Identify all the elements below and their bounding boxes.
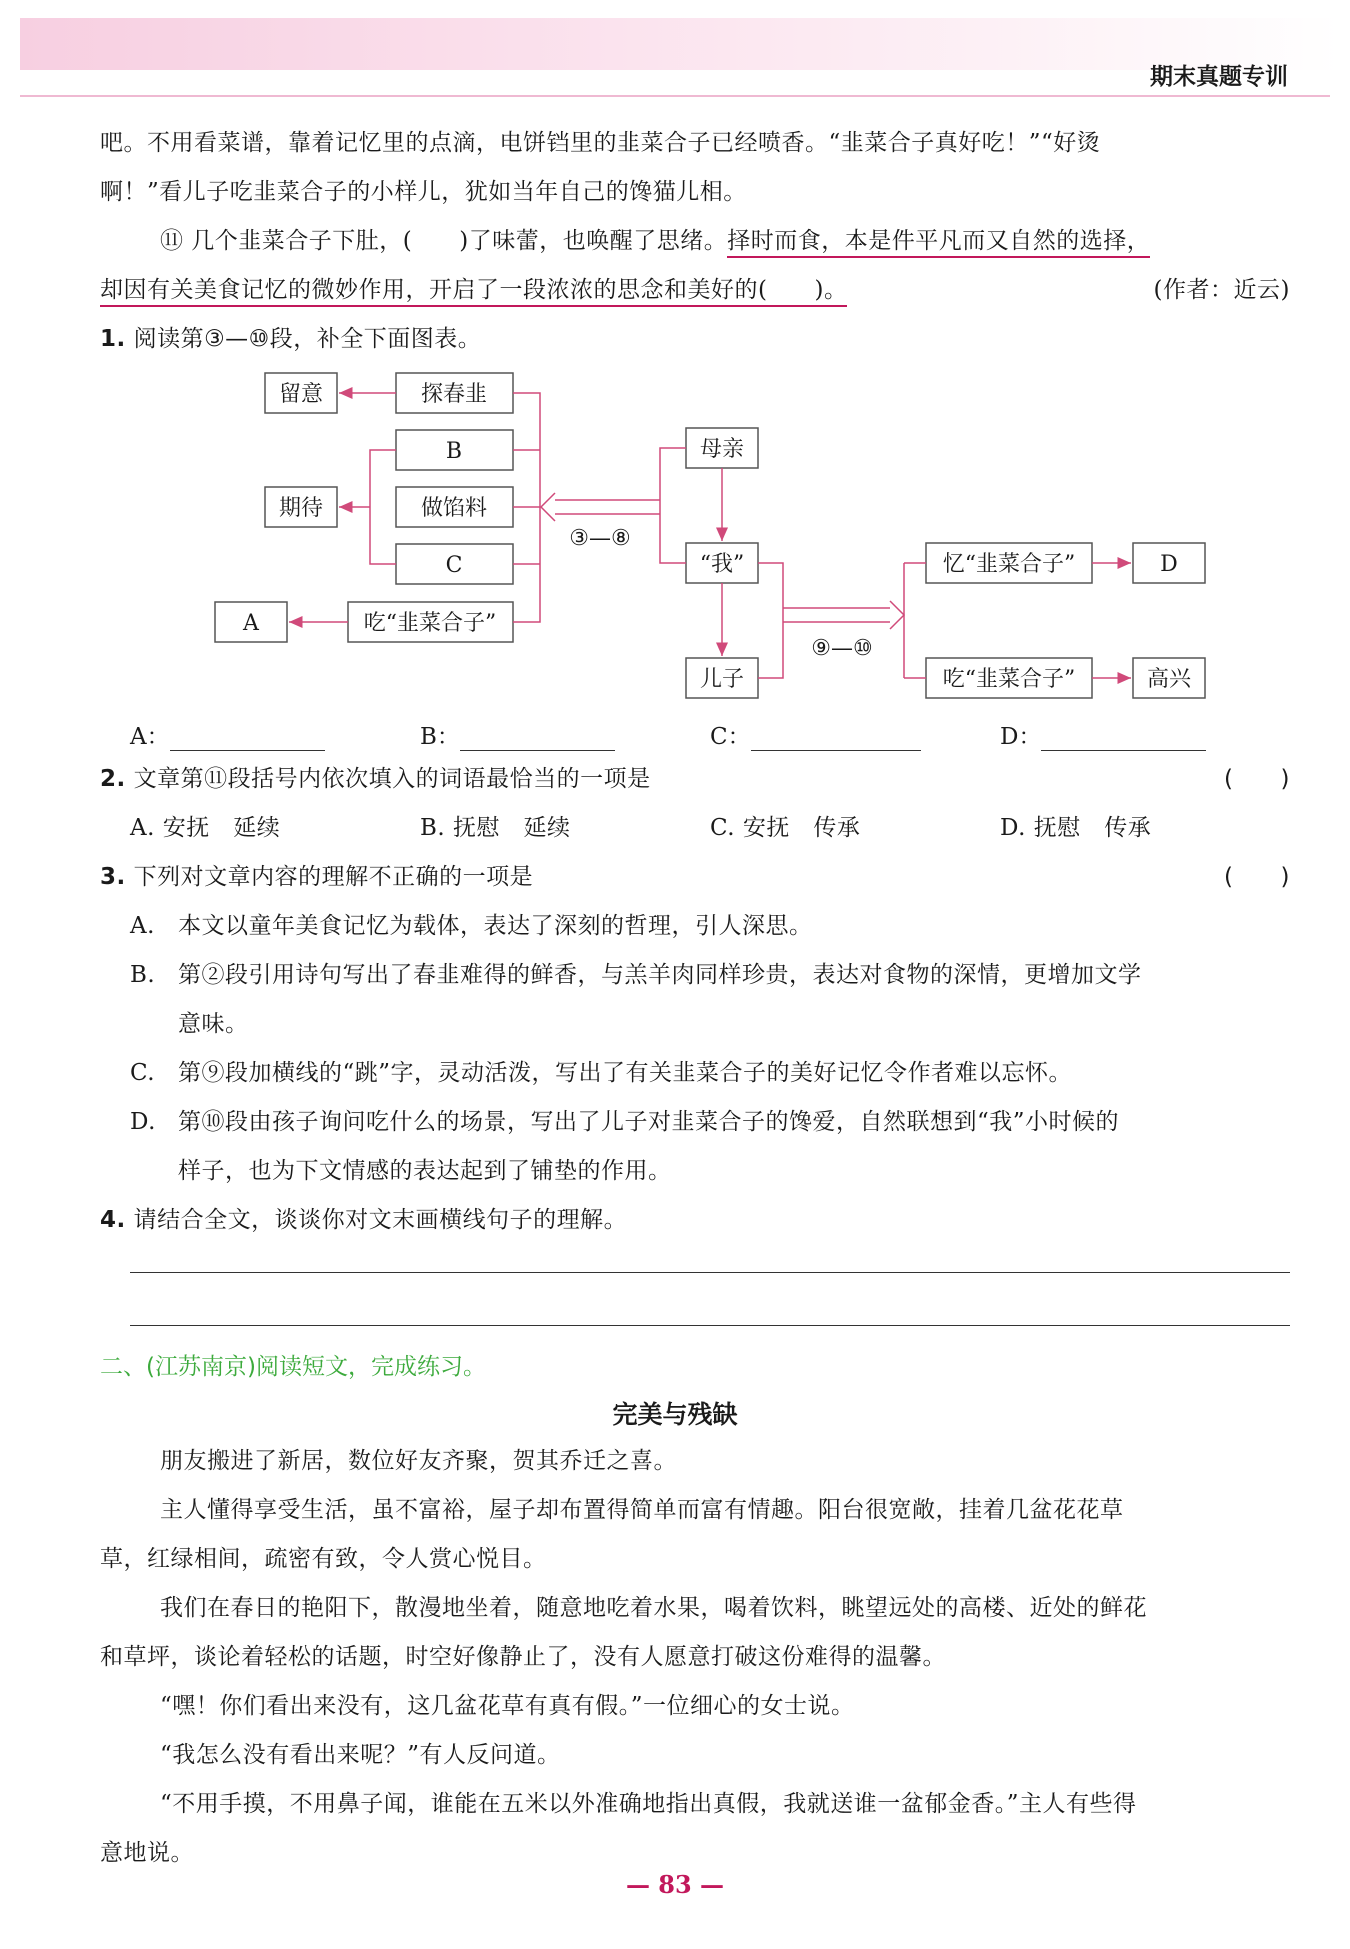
author-note: (作者：近云) [1153, 277, 1290, 303]
label-range1: ③—⑧ [569, 526, 631, 551]
underlined-sentence: 择时而食，本是件平凡而又自然的选择， [727, 228, 1150, 258]
passage-line: 吧。不用看菜谱，靠着记忆里的点滴，电饼铛里的韭菜合子已经喷香。“韭菜合子真好吃！”“好烫 [100, 130, 1101, 156]
passage2-line: “嘿！你们看出来没有，这几盆花草有真有假。”一位细心的女士说。 [160, 1693, 855, 1719]
label-chi2: 吃“韭菜合子” [942, 667, 1076, 692]
article-title: 完美与残缺 [612, 1400, 738, 1429]
option-letter: B. [130, 962, 156, 988]
question-4 [100, 1205, 1290, 1235]
option-d-text: 样子，也为下文情感的表达起到了铺垫的作用。 [178, 1158, 672, 1184]
answer-line[interactable] [130, 1272, 1290, 1273]
passage2-line: “我怎么没有看出来呢？”有人反问道。 [160, 1742, 561, 1768]
question-stem: 下列对文章内容的理解不正确的一项是 [133, 864, 534, 890]
option-a[interactable]: A. 安抚 延续 [130, 815, 281, 841]
question-3 [100, 862, 1290, 892]
option-d-text: 第⑩段由孩子询问吃什么的场景，写出了儿子对韭菜合子的馋爱，自然联想到“我”小时候的 [178, 1109, 1120, 1135]
paragraph-11-line2 [100, 275, 1290, 305]
passage2-line: 和草坪，谈论着轻松的话题，时空好像静止了，没有人愿意打破这份难得的温馨。 [100, 1644, 946, 1670]
option-b-text: 第②段引用诗句写出了春韭难得的鲜香，与羔羊肉同样珍贵，表达对食物的深情，更增加文学 [178, 962, 1142, 988]
blank-B[interactable] [420, 718, 615, 751]
label-liuyi: 留意 [278, 382, 324, 407]
question-number: 4. [100, 1207, 126, 1233]
label-A: A [243, 611, 259, 636]
passage2-line: “不用手摸，不用鼻子闻，谁能在五米以外准确地指出真假，我就送谁一盆郁金香。”主人有些得 [160, 1791, 1137, 1817]
passage2-line: 草，红绿相间，疏密有致，令人赏心悦目。 [100, 1546, 547, 1572]
blank-C[interactable] [710, 718, 921, 751]
blank-A[interactable] [130, 718, 325, 751]
label-B: B [445, 439, 463, 464]
underlined-sentence: 却因有关美食记忆的微妙作用，开启了一段浓浓的思念和美好的( )。 [100, 277, 847, 307]
option-letter: D. [130, 1109, 156, 1135]
answer-line[interactable] [1041, 724, 1206, 751]
question-1 [100, 324, 1290, 354]
label-range2: ⑨—⑩ [811, 636, 873, 661]
passage2-line: 我们在春日的艳阳下，散漫地坐着，随意地吃着水果，喝着饮料，眺望远处的高楼、近处的鲜花 [160, 1595, 1147, 1621]
label-erzi: 儿子 [699, 667, 745, 692]
label-gaoxing: 高兴 [1146, 667, 1192, 692]
blank-label: C： [710, 724, 751, 750]
label-zuoxianliao: 做馅料 [420, 496, 488, 521]
paragraph-11-text: ⑪ 几个韭菜合子下肚，( )了味蕾，也唤醒了思绪。 [160, 228, 728, 254]
passage2-line: 朋友搬进了新居，数位好友齐聚，贺其乔迁之喜。 [160, 1448, 677, 1474]
option-c-text: 第⑨段加横线的“跳”字，灵动活泼，写出了有关韭菜合子的美好记忆令作者难以忘怀。 [178, 1060, 1073, 1086]
flow-diagram [0, 360, 1350, 710]
header-band [20, 18, 1340, 70]
question-stem: 文章第⑪段括号内依次填入的词语最恰当的一项是 [133, 766, 651, 792]
option-a-text: 本文以童年美食记忆为载体，表达了深刻的哲理，引人深思。 [178, 913, 813, 939]
label-wo: “我” [699, 552, 745, 577]
option-d[interactable]: D. 抚慰 传承 [1000, 815, 1152, 841]
answer-bracket[interactable]: ( ) [1224, 864, 1290, 890]
answer-bracket[interactable]: ( ) [1224, 766, 1290, 792]
label-yi: 忆“韭菜合子” [942, 552, 1076, 577]
option-letter: A. [130, 913, 155, 939]
question-stem: 阅读第③—⑩段，补全下面图表。 [133, 326, 482, 352]
label-C: C [445, 553, 463, 578]
label-chi1: 吃“韭菜合子” [363, 611, 497, 636]
page-number: — 83 — [625, 1870, 725, 1899]
blank-label: B： [420, 724, 460, 750]
question-number: 3. [100, 864, 126, 890]
passage2-line: 意地说。 [100, 1840, 194, 1866]
label-qidai: 期待 [278, 496, 324, 521]
answer-line[interactable] [751, 724, 921, 751]
label-tanchunjiu: 探春韭 [420, 382, 488, 407]
question-number: 1. [100, 326, 126, 352]
passage2-line: 主人懂得享受生活，虽不富裕，屋子却布置得简单而富有情趣。阳台很宽敞，挂着几盆花花草 [160, 1497, 1124, 1523]
option-c[interactable]: C. 安抚 传承 [710, 815, 861, 841]
label-D: D [1160, 552, 1178, 577]
option-letter: C. [130, 1060, 156, 1086]
question-2 [100, 764, 1290, 794]
question-2-options [130, 813, 1290, 843]
passage-line: 啊！”看儿子吃韭菜合子的小样儿，犹如当年自己的馋猫儿相。 [100, 179, 747, 205]
answer-line[interactable] [130, 1325, 1290, 1326]
header-divider [20, 95, 1330, 97]
section-2-heading: 二、(江苏南京)阅读短文，完成练习。 [100, 1354, 486, 1380]
paragraph-11-line1 [160, 226, 1290, 256]
blank-D[interactable] [1000, 718, 1206, 751]
option-b-text: 意味。 [178, 1011, 249, 1037]
answer-line[interactable] [170, 724, 325, 751]
answer-line[interactable] [460, 724, 615, 751]
question-number: 2. [100, 766, 126, 792]
header-title: 期末真题专训 [1150, 64, 1288, 90]
label-muqin: 母亲 [699, 437, 745, 462]
option-b[interactable]: B. 抚慰 延续 [420, 815, 571, 841]
blank-label: D： [1000, 724, 1042, 750]
blank-label: A： [130, 724, 170, 750]
question-stem: 请结合全文，谈谈你对文末画横线句子的理解。 [133, 1207, 628, 1233]
